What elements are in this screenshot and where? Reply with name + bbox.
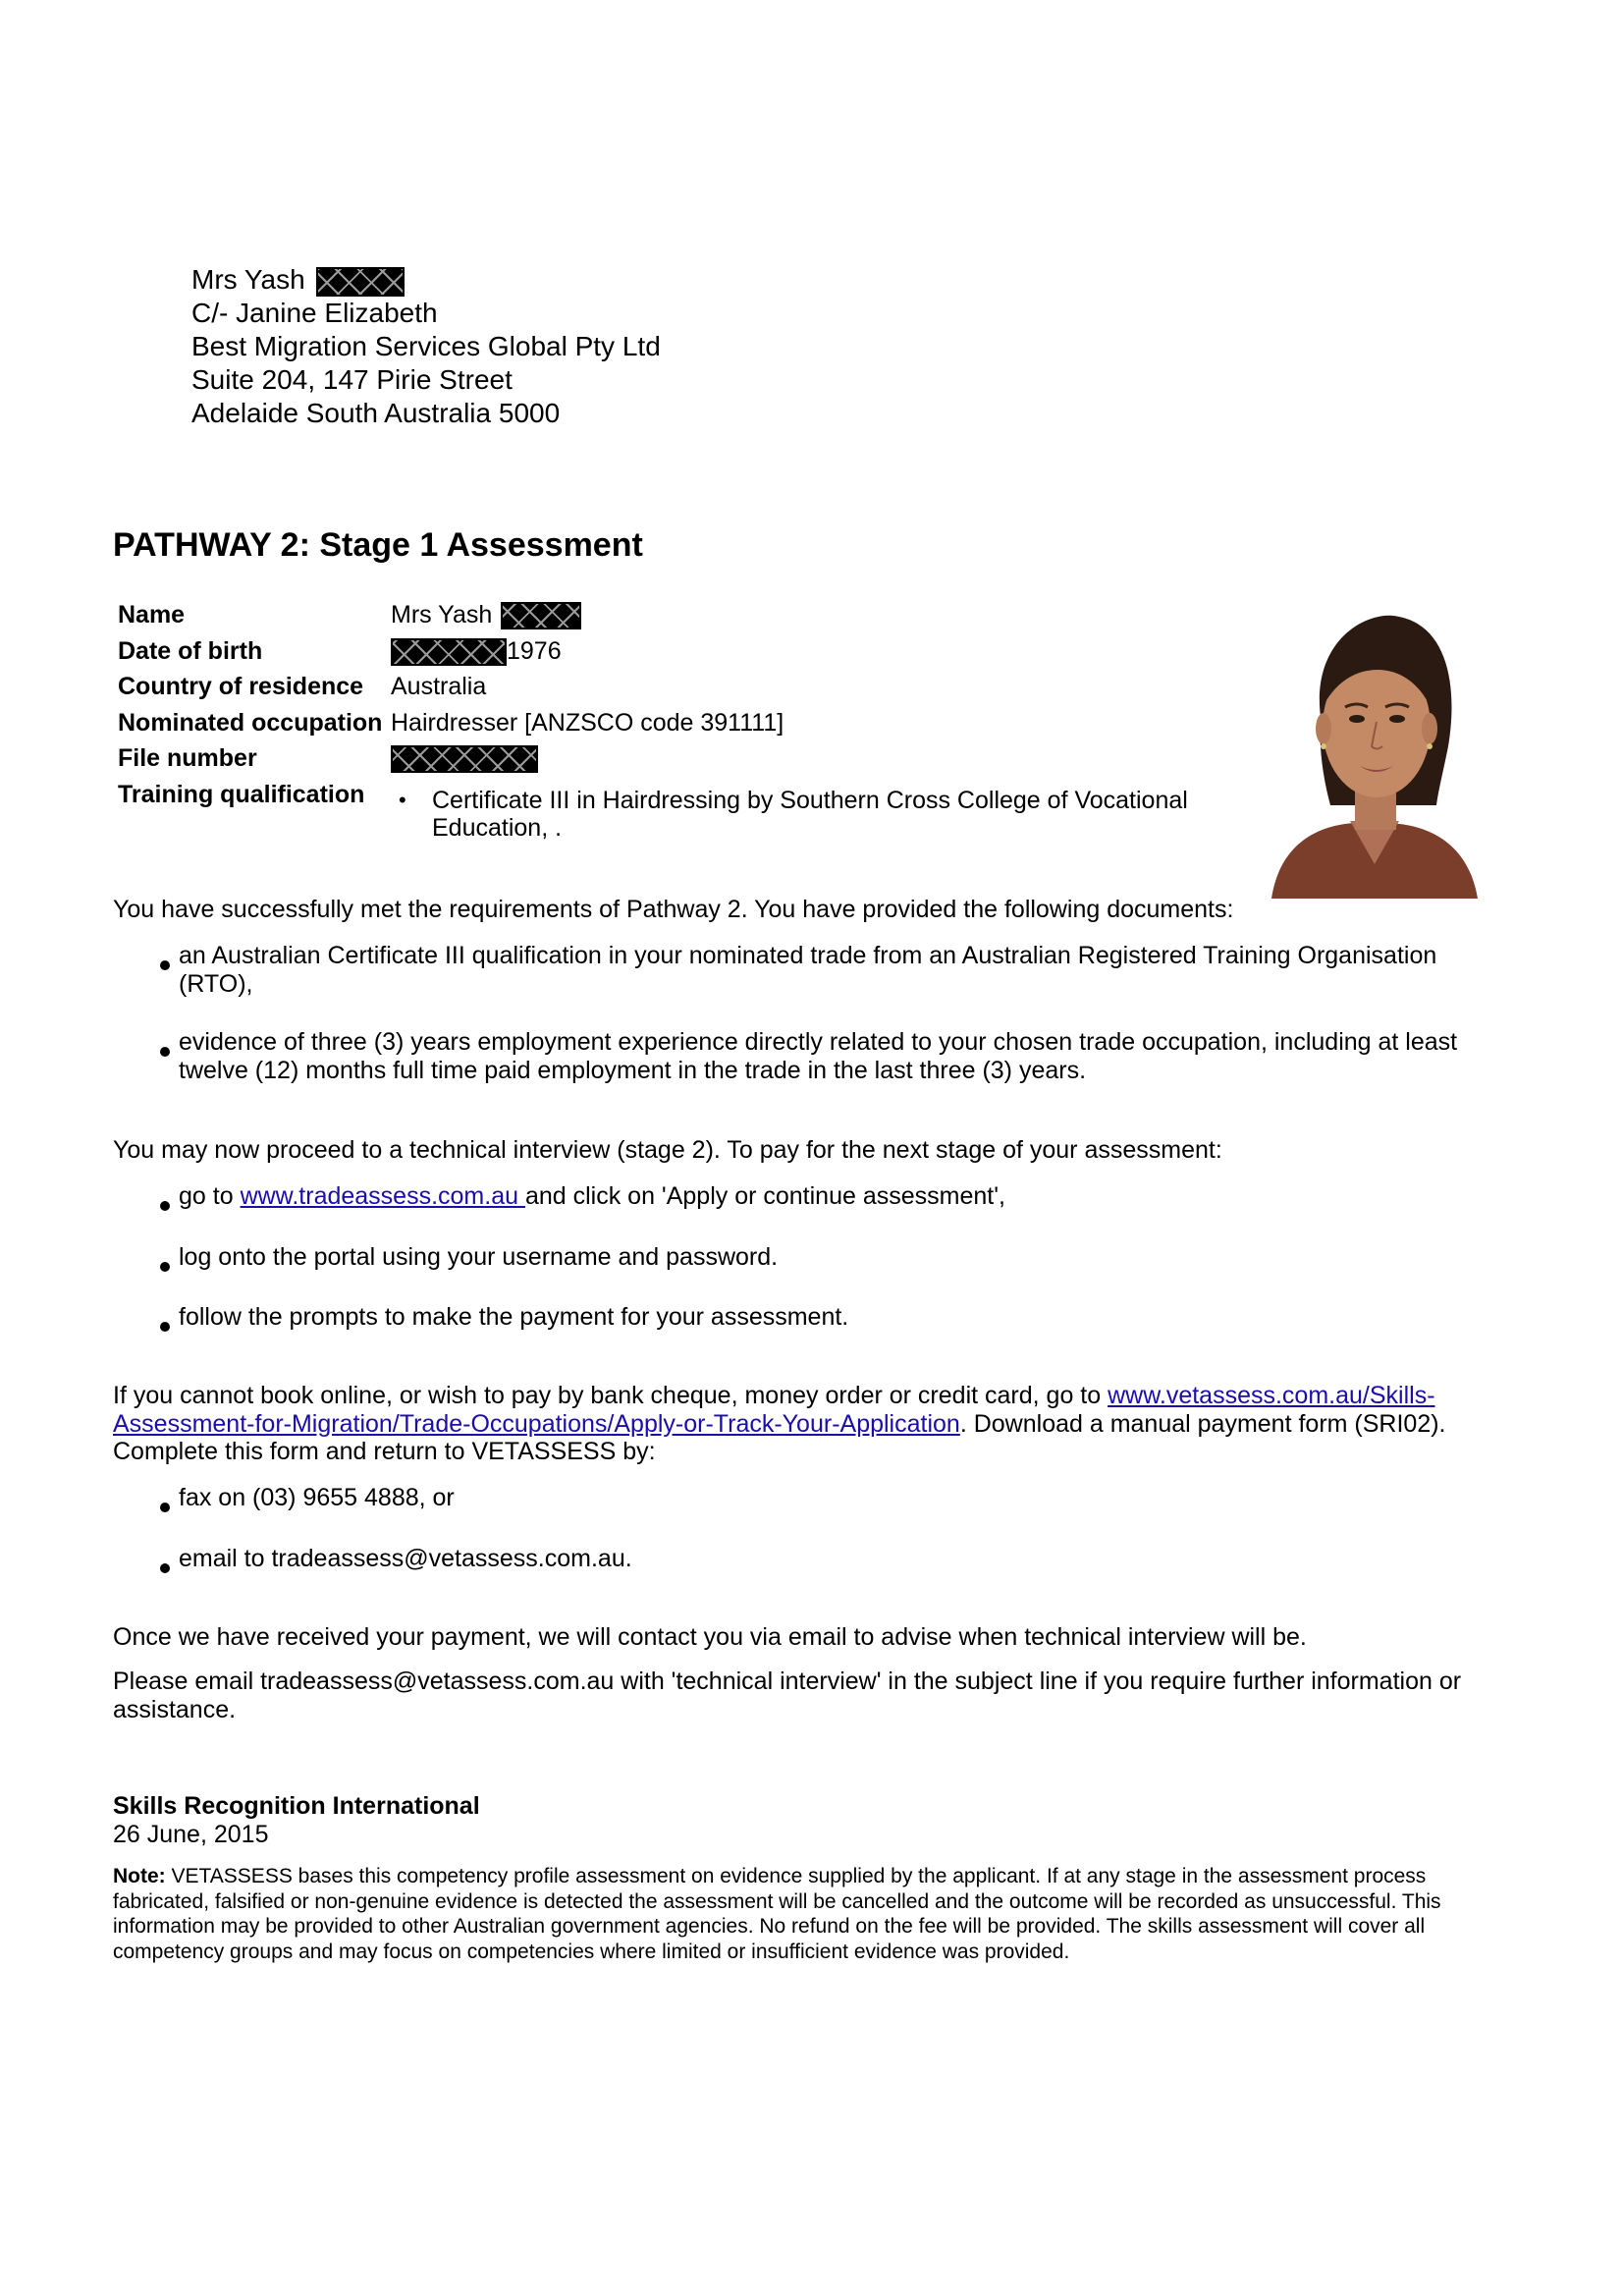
redaction-box bbox=[391, 638, 507, 666]
address-company: Best Migration Services Global Pty Ltd bbox=[191, 331, 661, 361]
offline-item-email: email to tradeassess@vetassess.com.au. bbox=[157, 1545, 1473, 1573]
offline-intro-prefix: If you cannot book online, or wish to pay by bank cheque, money order or credit card, go to bbox=[113, 1382, 1108, 1409]
country-label: Country of residence bbox=[118, 673, 364, 700]
training-value: Certificate III in Hairdressing by Southern Cross College of Vocational Education, . bbox=[432, 786, 1188, 842]
dob-value: 1976 bbox=[507, 636, 562, 665]
closing-paragraph-1: Once we have received your payment, we will contact you via email to advise when technical interview will be. bbox=[113, 1623, 1307, 1651]
name-value: Mrs Yash bbox=[391, 601, 493, 629]
offline-intro bbox=[113, 1382, 1517, 1466]
page-title: PATHWAY 2: Stage 1 Assessment bbox=[113, 526, 643, 564]
redaction-box bbox=[391, 745, 538, 773]
recipient-name: Mrs Yash bbox=[191, 264, 305, 295]
proceed-item-prefix: go to bbox=[179, 1182, 241, 1210]
proceed-list bbox=[157, 1182, 1473, 1332]
recipient-address bbox=[191, 263, 661, 430]
dob-label: Date of birth bbox=[118, 636, 263, 665]
met-item: evidence of three (3) years employment experience directly related to your chosen trade occupation, including at least twelve (12) months full time paid employment in the trade in the last three (3) years. bbox=[157, 1028, 1473, 1084]
training-label: Training qualification bbox=[118, 780, 365, 808]
note-text: VETASSESS bases this competency profile assessment on evidence supplied by the applicant. If at any stage in the assessment process fabricated, falsified or non-genuine evidence is detected the assessment will be cancelled and the outcome will be recorded as unsuccessful. This information may be provided to other Australian government agencies. No refund on the fee will be provided. The skills assessment will cover all competency groups and may focus on competencies where limited or insufficient evidence was provided. bbox=[113, 1865, 1441, 1963]
met-item: an Australian Certificate III qualification in your nominated trade from an Australian Registered Training Organisation (RTO), bbox=[157, 942, 1473, 998]
dob-value-wrap bbox=[391, 637, 562, 666]
met-intro: You have successfully met the requirements of Pathway 2. You have provided the following documents: bbox=[113, 896, 1234, 923]
country-value: Australia bbox=[391, 673, 487, 700]
address-name-line bbox=[191, 263, 661, 297]
occupation-value: Hairdresser [ANZSCO code 391111] bbox=[391, 708, 784, 737]
training-list bbox=[391, 787, 1255, 842]
address-street: Suite 204, 147 Pirie Street bbox=[191, 364, 513, 395]
note-label: Note: bbox=[113, 1865, 166, 1887]
offline-list bbox=[157, 1484, 1473, 1572]
vetassess-apply-link[interactable]: www.vetassess.com.au/Skills-Assessment-for-Migration/Trade-Occupations/Apply-or-Track-Your-Application bbox=[113, 1382, 1435, 1438]
proceed-item-go-to bbox=[157, 1182, 1473, 1211]
file-label: File number bbox=[118, 744, 257, 772]
address-city: Adelaide South Australia 5000 bbox=[191, 398, 561, 428]
proceed-intro: You may now proceed to a technical interview (stage 2). To pay for the next stage of your assessment: bbox=[113, 1136, 1222, 1164]
name-label: Name bbox=[118, 601, 186, 629]
tradeassess-link[interactable]: www.tradeassess.com.au bbox=[240, 1182, 525, 1210]
applicant-photo bbox=[1262, 599, 1487, 899]
offline-intro-suffix: . Download a manual payment form (SRI02). Complete this form and return to VETASSESS by: bbox=[113, 1409, 1446, 1465]
address-care-of: C/- Janine Elizabeth bbox=[191, 298, 438, 328]
met-list bbox=[157, 942, 1473, 1084]
proceed-item-suffix: and click on 'Apply or continue assessment', bbox=[524, 1182, 1005, 1210]
bullet-icon: • bbox=[399, 787, 406, 812]
signature-date: 26 June, 2015 bbox=[113, 1821, 269, 1848]
proceed-item-login: log onto the portal using your username and password. bbox=[157, 1243, 1473, 1272]
redaction-box bbox=[501, 602, 581, 629]
offline-item-fax: fax on (03) 9655 4888, or bbox=[157, 1484, 1473, 1512]
file-value-wrap bbox=[391, 744, 538, 773]
proceed-item-payment: follow the prompts to make the payment for your assessment. bbox=[157, 1303, 1473, 1332]
closing-paragraph-2: Please email tradeassess@vetassess.com.au with 'technical interview' in the subject line if you require further information or assistance. bbox=[113, 1667, 1462, 1723]
redaction-box bbox=[316, 267, 405, 297]
occupation-label: Nominated occupation bbox=[118, 708, 383, 737]
signature-org: Skills Recognition International bbox=[113, 1792, 480, 1820]
footer-note bbox=[113, 1864, 1527, 1964]
name-value-wrap bbox=[391, 601, 581, 629]
signature-block bbox=[113, 1792, 480, 1849]
